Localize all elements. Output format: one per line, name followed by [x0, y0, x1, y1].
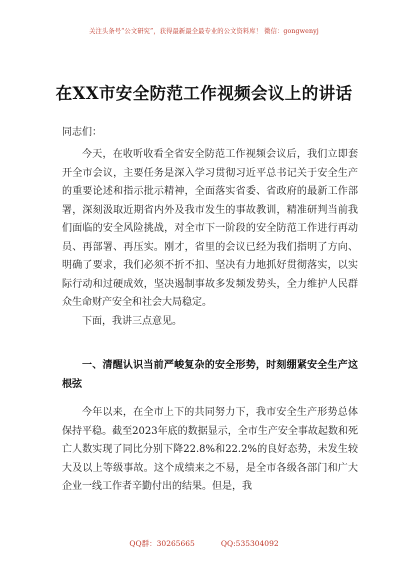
paragraph-2: 下面，我讲三点意见。 — [82, 315, 182, 327]
paragraph-block-3 — [62, 404, 358, 497]
paragraph-3: 今年以来，在全市上下的共同努力下，我市安全生产形势总体保持平稳。截至2023年底的数据显示，全市生产安全事故起数和死亡人数实现了同比分别下降22.8%和22.2%的良好态势，未发生较大及以上等级事故。这个成绩来之不易，是全市各级各部门和广大企业一线工作者辛勤付出的结果。但是，我 — [62, 407, 358, 492]
paragraph-block-1 — [62, 146, 358, 331]
paragraph-1: 今天，在收听收看全省安全防范工作视频会议后，我们立即套开全市会议，主要任务是深入学习贯彻习近平总书记关于安全生产的重要论述和指示批示精神，全面落实省委、省政府的最新工作部署，深刻汲取近期省内外及我市发生的事故教训，精准研判当前我们面临的安全风险挑战，对全市下一阶段的安全防范工作进行再动员、再部署、再压实。刚才，省里的会议已经为我们指明了方向、明确了要求，我们必须不折不扣、坚决有力地抓好贯彻落实，以实际行动和过硬成效，坚决遏制事故多发频发势头，全力维护人民群众生命财产安全和社会大局稳定。 — [62, 149, 358, 308]
section-heading-block — [62, 357, 358, 394]
section-heading-1: 一、清醒认识当前严峻复杂的安全形势，时刻绷紧安全生产这根弦 — [62, 360, 358, 390]
footer-qq-group: QQ群：30265665 — [129, 539, 195, 548]
footer-qq: QQ:535304092 — [220, 539, 279, 548]
greeting-block — [62, 124, 358, 143]
greeting-text: 同志们： — [62, 127, 102, 138]
footer-contact — [0, 538, 408, 549]
header-promo-note: 关注头条号“公文研究”，获得最新最全最专业的公文资料库！ 微信：gongwenyj — [89, 28, 319, 35]
document-title: 在XX市安全防范工作视频会议上的讲话 — [55, 84, 353, 103]
